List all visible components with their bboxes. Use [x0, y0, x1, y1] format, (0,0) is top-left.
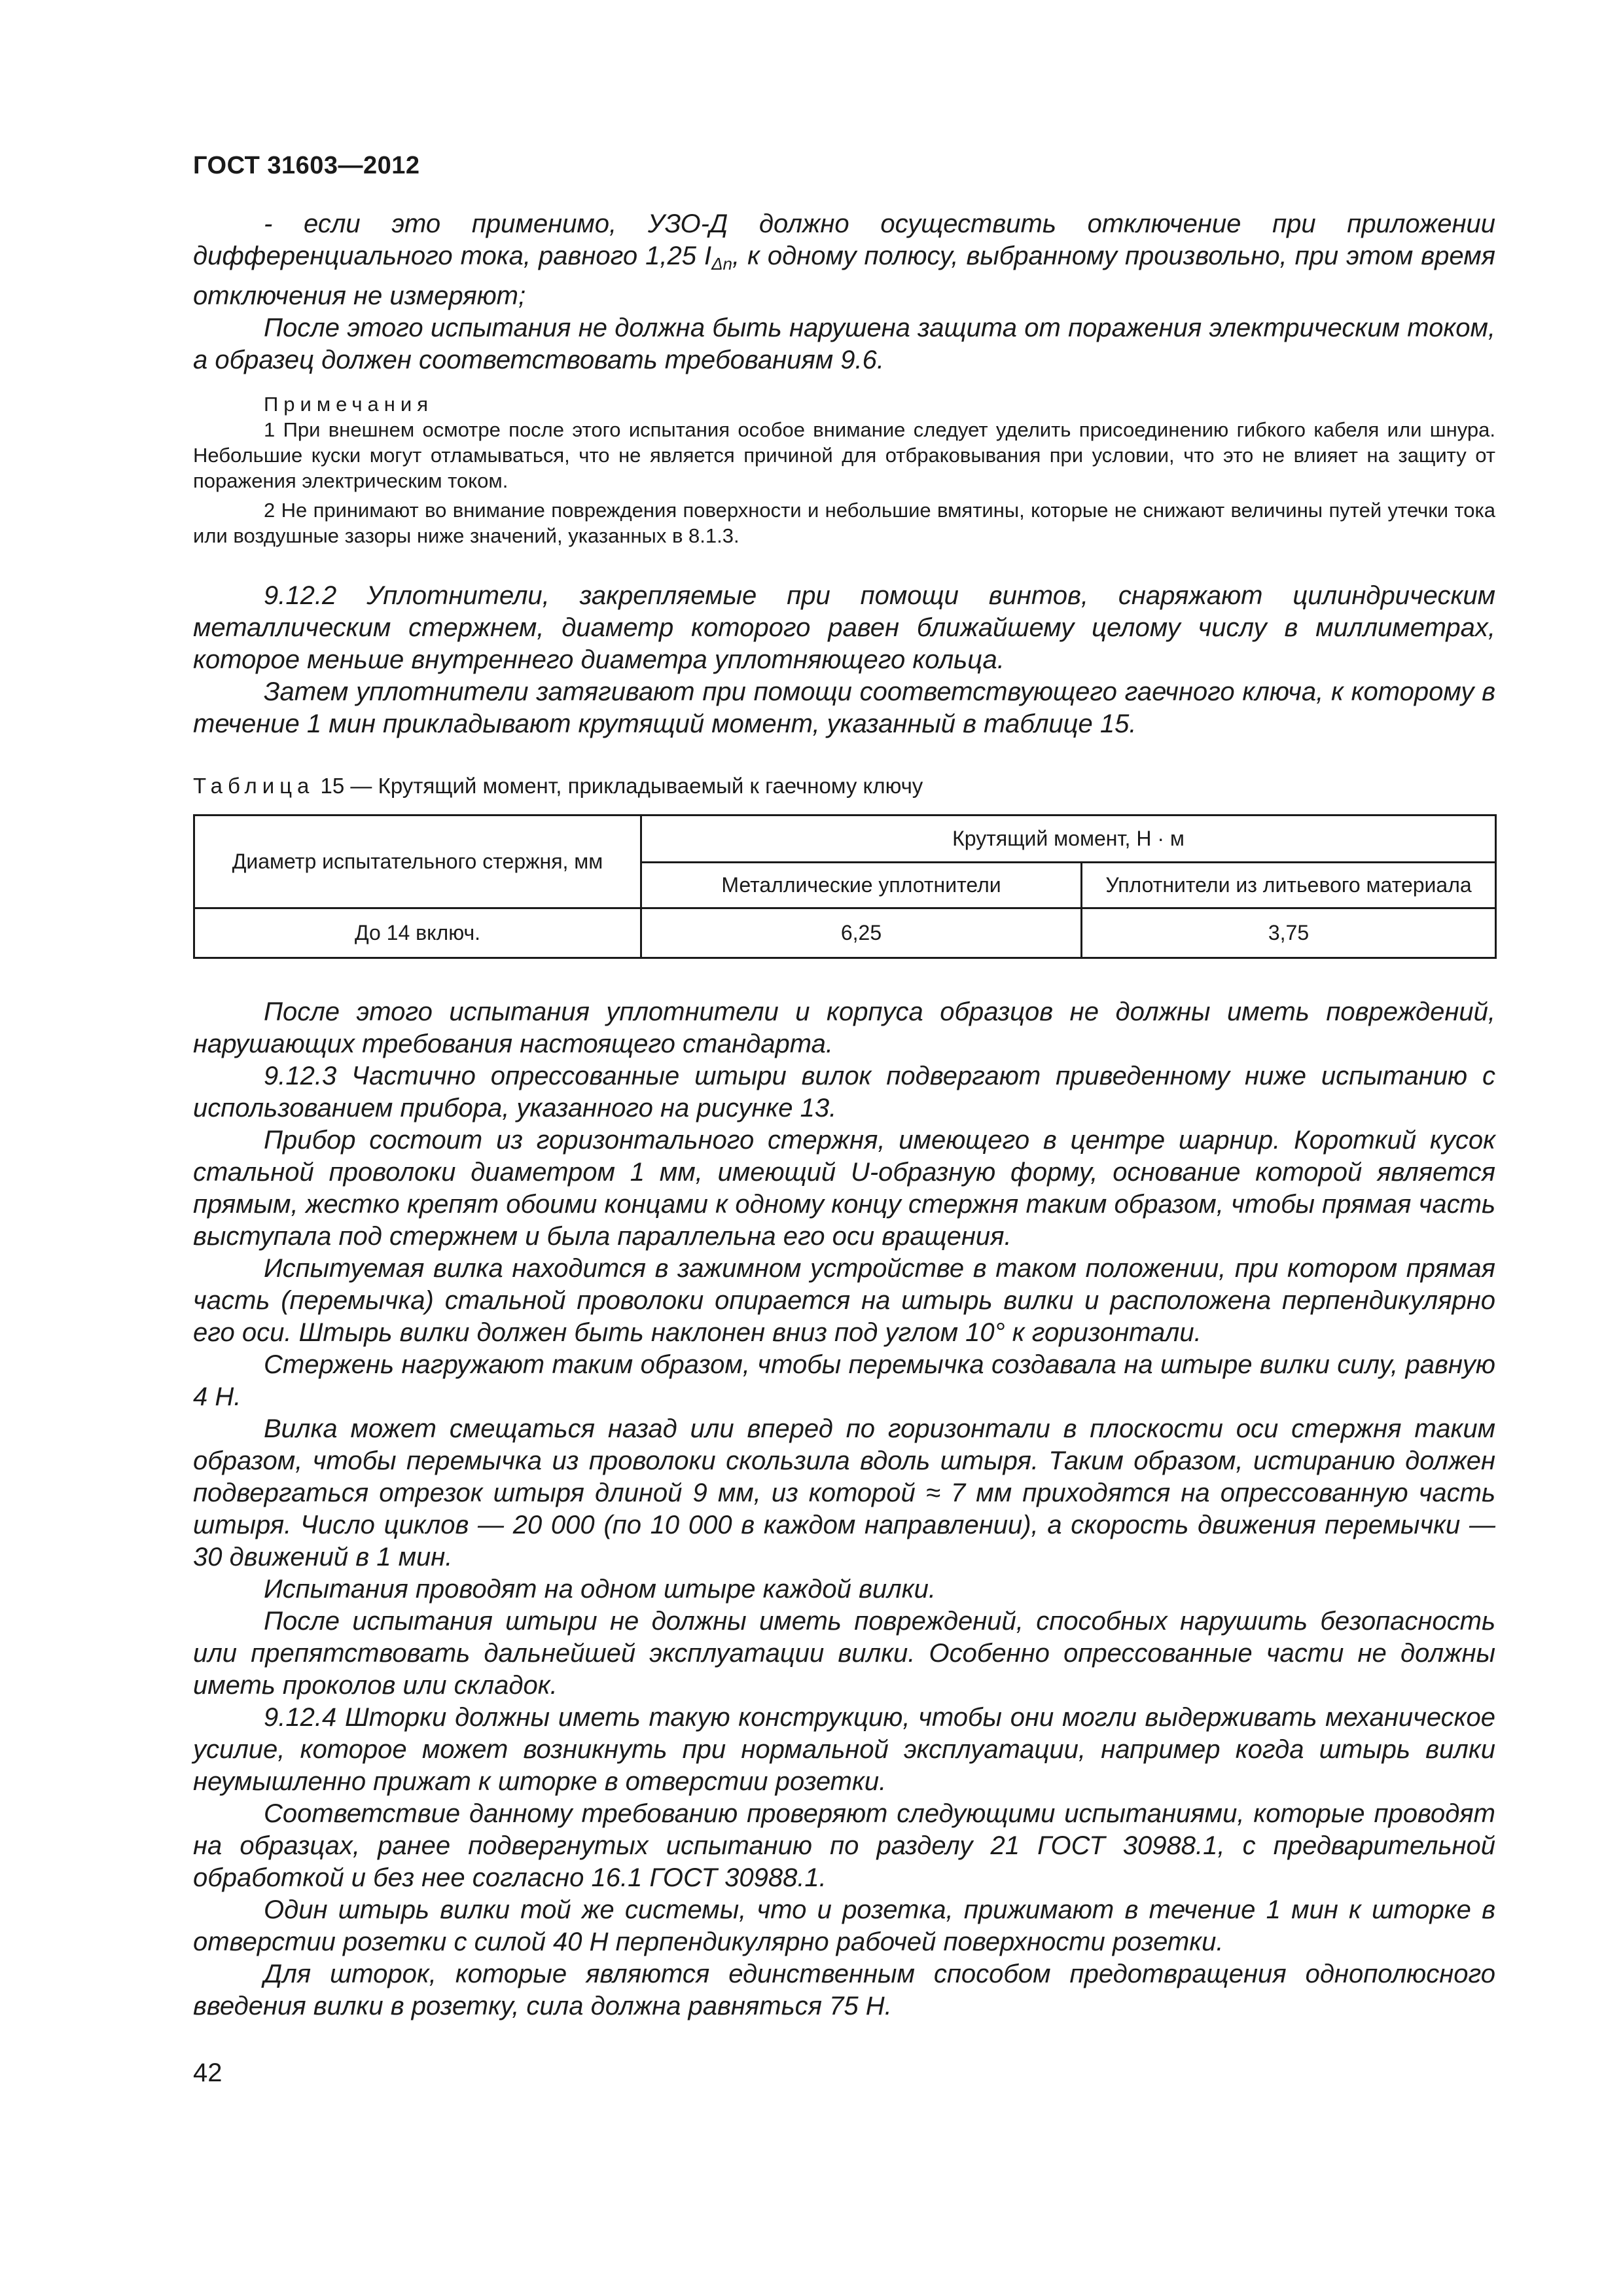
bottom-paragraphs: [193, 996, 1495, 2022]
paragraph-after-test: После этого испытания уплотнители и корпуса образцов не должны иметь повреждений, нарушающих требования настоящего стандарта.: [193, 997, 1495, 1058]
paragraph-device: Прибор состоит из горизонтального стержня, имеющего в центре шарнир. Короткий кусок стальной проволоки диаметром 1 мм, имеющий U-образную форму, основание которой является прямым, жестко крепят обоими концами к одному концу стержня таким образом, чтобы прямая часть выступала под стержнем и была параллельна его оси вращения.: [193, 1126, 1495, 1251]
table-caption-label: Таблица: [193, 774, 315, 798]
table-row: [194, 908, 1496, 958]
paragraph-shutter-force: Для шторок, которые являются единственным способом предотвращения однополюсного введения вилки в розетку, сила должна равняться 75 Н.: [193, 1960, 1495, 2020]
paragraph-compliance: Соответствие данному требованию проверяют следующими испытаниями, которые проводят на образцах, ранее подвергнутых испытанию по разделу 21 ГОСТ 30988.1, с предварительной обработкой и без нее согласно 16.1 ГОСТ 30988.1.: [193, 1799, 1495, 1892]
table-subheader-metal: Металлические уплотнители: [641, 863, 1082, 908]
notes-title-text: Примечания: [264, 393, 433, 416]
paragraph-9-12-2: 9.12.2 Уплотнители, закрепляемые при помощи винтов, снаряжают цилиндрическим металлическим стержнем, диаметр которого равен ближайшему целому числу в миллиметрах, которое меньше внутреннего диаметра уплотняющего кольца.: [193, 581, 1495, 674]
standard-header: ГОСТ 31603—2012: [193, 152, 420, 179]
paragraph-rcd-condition: [193, 208, 1495, 312]
paragraph-protection: После этого испытания не должна быть нарушена защита от поражения электрическим током, а образец должен соответствовать требованиям 9.6.: [193, 314, 1495, 374]
notes-block: [193, 391, 1495, 548]
table-15-caption: [193, 774, 1495, 798]
table-cell-diameter: До 14 включ.: [194, 908, 641, 958]
table-cell-cast: 3,75: [1082, 908, 1496, 958]
paragraph-9-12-3: 9.12.3 Частично опрессованные штыри вилок подвергают приведенному ниже испытанию с использованием прибора, указанного на рисунке 13.: [193, 1062, 1495, 1122]
table-header-torque: Крутящий момент, Н · м: [641, 816, 1496, 863]
page-number: 42: [193, 2058, 223, 2087]
table-subheader-cast: Уплотнители из литьевого материала: [1082, 863, 1496, 908]
rcd-current-symbol: I: [704, 242, 712, 270]
notes-title: [193, 391, 1495, 417]
top-paragraphs: [193, 208, 1495, 376]
paragraph-pin-damage: После испытания штыри не должны иметь повреждений, способных нарушить безопасность или препятствовать дальнейшей эксплуатации вилки. Особенно опрессованные части не должны иметь проколов или складок.: [193, 1607, 1495, 1700]
paragraph-load: Стержень нагружают таким образом, чтобы перемычка создавала на штыре вилки силу, равную 4 Н.: [193, 1350, 1495, 1411]
rcd-current-subscript: Δn: [711, 254, 732, 274]
note-1: 1 При внешнем осмотре после этого испытания особое внимание следует уделить присоединению гибкого кабеля или шнура. Небольшие куски могут отламываться, что не является причиной для отбраковывания при условии, что это не влияет на защиту от поражения электрическим током.: [193, 418, 1495, 492]
table-15: [193, 814, 1495, 959]
paragraph-tightening: Затем уплотнители затягивают при помощи соответствующего гаечного ключа, к которому в течение 1 мин прикладывают крутящий момент, указанный в таблице 15.: [193, 677, 1495, 738]
paragraph-9-12-4: 9.12.4 Шторки должны иметь такую конструкцию, чтобы они могли выдерживать механическое усилие, которое может возникнуть при нормальной эксплуатации, например когда штырь вилки неумышленно прижат к шторке в отверстии розетки.: [193, 1703, 1495, 1796]
rcd-text-b: , к одному полюсу, выбранному произвольно, при этом время отключения не измеряют;: [193, 242, 1496, 310]
table-cell-metal: 6,25: [641, 908, 1082, 958]
table-caption-text: 15 — Крутящий момент, прикладываемый к гаечному ключу: [314, 774, 923, 798]
table-header-diameter: Диаметр испытательного стержня, мм: [194, 816, 641, 908]
paragraph-movement: Вилка может смещаться назад или вперед по горизонтали в плоскости оси стержня таким образом, чтобы перемычка из проволоки скользила вдоль штыря. Таким образом, истиранию должен подвергаться отрезок штыря длиной 9 мм, из которой ≈ 7 мм приходятся на опрессованную часть штыря. Число циклов — 20 000 (по 10 000 в каждом направлении), а скорость движения перемычки — 30 движений в 1 мин.: [193, 1414, 1495, 1571]
paragraph-one-pin: Испытания проводят на одном штыре каждой вилки.: [264, 1575, 936, 1604]
paragraph-plug-position: Испытуемая вилка находится в зажимном устройстве в таком положении, при котором прямая часть (перемычка) стальной проволоки опирается на штырь вилки и расположена перпендикулярно его оси. Штырь вилки должен быть наклонен вниз под углом 10° к горизонтали.: [193, 1254, 1495, 1347]
note-2: 2 Не принимают во внимание повреждения поверхности и небольшие вмятины, которые не снижают величины путей утечки тока или воздушные зазоры ниже значений, указанных в 8.1.3.: [193, 499, 1495, 547]
rcd-text-a: - если это применимо, УЗО-Д должно осуществить отключение при приложении дифференциального тока, равного 1,25: [193, 209, 1495, 270]
paragraph-pin-force: Один штырь вилки той же системы, что и розетка, прижимают в течение 1 мин к шторке в отверстии розетки с силой 40 Н перпендикулярно рабочей поверхности розетки.: [193, 1895, 1495, 1956]
section-9-12-2: [193, 580, 1495, 740]
